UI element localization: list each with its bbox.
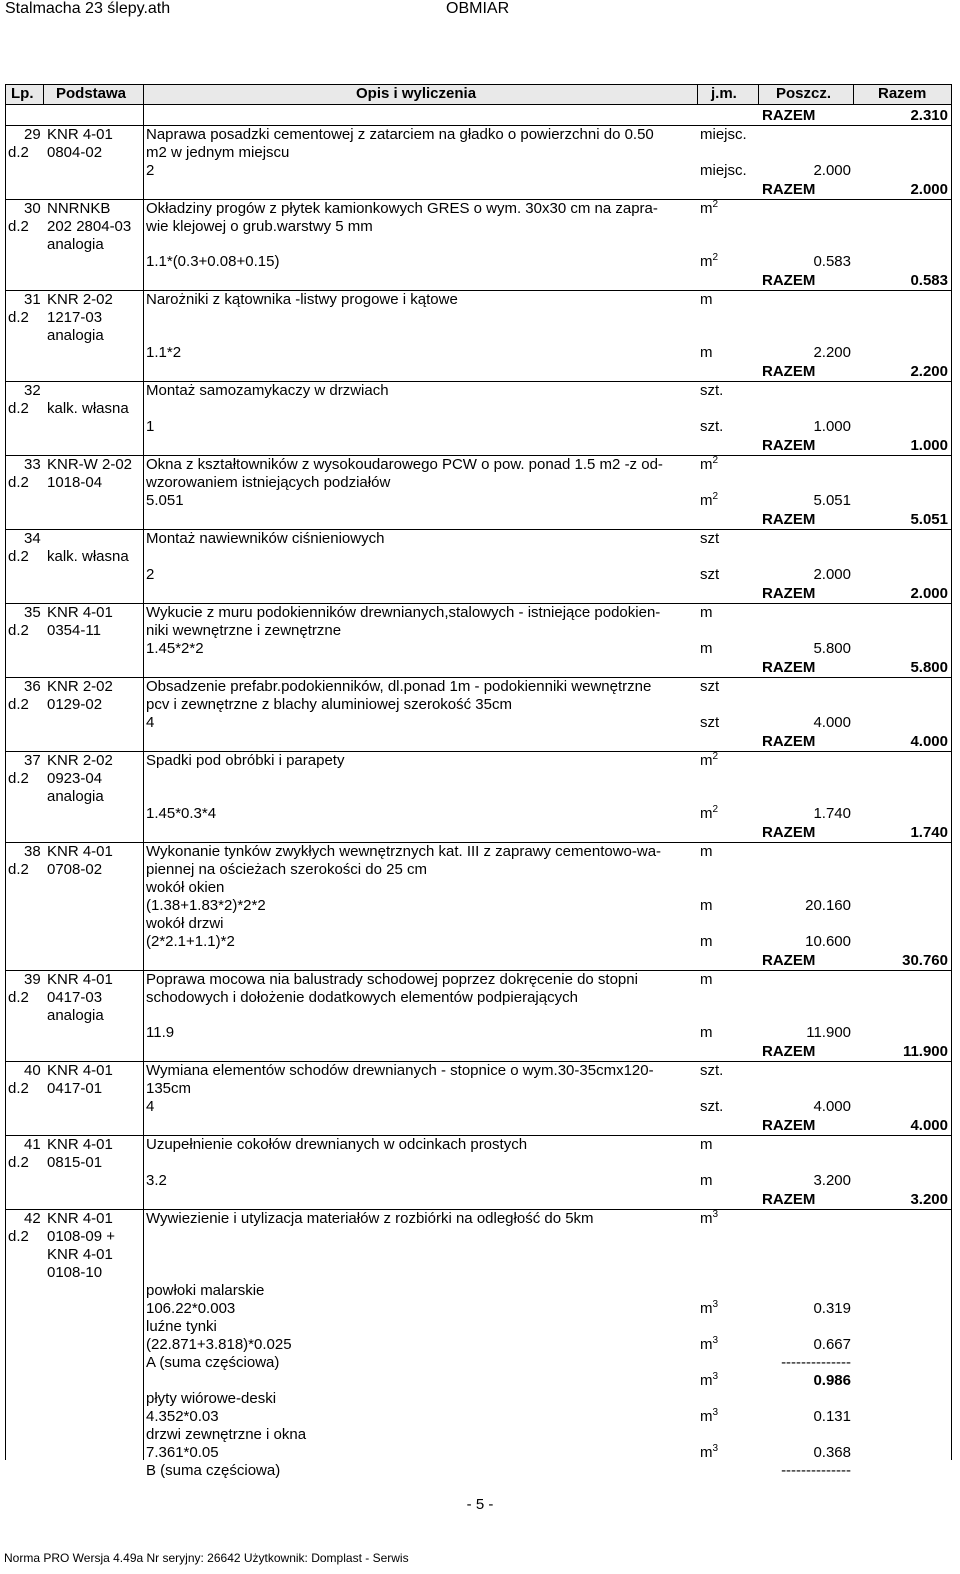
item-sub: d.2 <box>8 622 29 639</box>
calc-expression: 2 <box>146 162 155 179</box>
item-sub: d.2 <box>8 309 29 326</box>
calc-expression: 7.361*0.05 <box>146 1444 219 1461</box>
calc-value: 1.740 <box>813 805 851 822</box>
unit: m <box>700 1024 713 1041</box>
item-base: 1018-04 <box>47 474 103 491</box>
calc-expression: 1.1*(0.3+0.08+0.15) <box>146 253 280 270</box>
calc-note: płyty wiórowe-deski <box>146 1390 277 1407</box>
item-number: 37 <box>24 752 41 769</box>
item-sub: d.2 <box>8 400 29 417</box>
razem-total: 2.200 <box>910 363 948 380</box>
unit: m <box>700 933 713 950</box>
item-base: 0108-10 <box>47 1264 103 1281</box>
unit: miejsc. <box>700 162 747 179</box>
item-sub: d.2 <box>8 861 29 878</box>
item-description: Wymiana elementów schodów drewnianych - stopnice o wym.30-35cmx120- <box>146 1062 654 1079</box>
calc-expression: 106.22*0.003 <box>146 1300 236 1317</box>
calc-value: 0.986 <box>813 1372 851 1389</box>
item-description: Wykucie z muru podokienników drewnianych,stalowych - istniejące podokien- <box>146 604 661 621</box>
item-base: 0108-09 + <box>47 1228 115 1245</box>
unit: szt <box>700 530 720 547</box>
col-base: Podstawa <box>56 85 127 102</box>
item-base: KNR 2-02 <box>47 291 113 308</box>
razem-total: 2.000 <box>910 181 948 198</box>
razem-label: RAZEM <box>762 1043 816 1060</box>
razem-total: 5.800 <box>910 659 948 676</box>
item-description: Obsadzenie prefabr.podokienników, dl.ponad 1m - podokienniki wewnętrzne <box>146 678 652 695</box>
item-base: 0417-03 <box>47 989 103 1006</box>
item-description: piennej na ościeżach szerokości do 25 cm <box>146 861 427 878</box>
item-sub: d.2 <box>8 1154 29 1171</box>
calc-note: powłoki malarskie <box>146 1282 265 1299</box>
unit: m <box>700 843 713 860</box>
item-sub: d.2 <box>8 989 29 1006</box>
row-divider <box>5 84 952 85</box>
file-name: Stalmacha 23 ślepy.ath <box>5 0 171 17</box>
calc-value: 11.900 <box>806 1024 851 1041</box>
col-sep <box>697 84 698 104</box>
item-base: KNR-W 2-02 <box>47 456 133 473</box>
calc-value: 0.667 <box>813 1336 851 1353</box>
item-sub: d.2 <box>8 548 29 565</box>
item-number: 29 <box>24 126 41 143</box>
calc-expression: (1.38+1.83*2)*2*2 <box>146 897 266 914</box>
calc-value: 4.000 <box>813 714 851 731</box>
item-description: Okładziny progów z płytek kamionkowych GRES o wym. 30x30 cm na zapra- <box>146 200 658 217</box>
item-base: KNR 2-02 <box>47 678 113 695</box>
calc-expression: 4 <box>146 1098 155 1115</box>
item-base: 0815-01 <box>47 1154 103 1171</box>
calc-value: 1.000 <box>813 418 851 435</box>
unit: $m^3$ <box>700 1209 719 1227</box>
item-number: 42 <box>24 1210 41 1227</box>
item-number: 38 <box>24 843 41 860</box>
calc-note: wokół drzwi <box>146 915 224 932</box>
unit: $m^3$ <box>700 1407 719 1425</box>
item-base: 0804-02 <box>47 144 103 161</box>
unit: miejsc. <box>700 126 747 143</box>
razem-total: 2.310 <box>910 107 948 124</box>
razem-total: 1.000 <box>910 437 948 454</box>
row-divider <box>5 104 952 105</box>
item-description: Okna z kształtowników z wysokoudarowego PCW o pow. ponad 1.5 m2 -z od- <box>146 456 663 473</box>
razem-label: RAZEM <box>762 363 816 380</box>
calc-expression: (2*2.1+1.1)*2 <box>146 933 235 950</box>
calc-expression: 1.1*2 <box>146 344 182 361</box>
item-base: 0354-11 <box>47 622 101 639</box>
calc-value: 4.000 <box>813 1098 851 1115</box>
razem-label: RAZEM <box>762 733 816 750</box>
item-description: m2 w jednym miejscu <box>146 144 290 161</box>
item-description: Wykonanie tynków zwykłych wewnętrznych kat. III z zaprawy cementowo-wa- <box>146 843 662 860</box>
item-base: KNR 4-01 <box>47 1062 113 1079</box>
item-base: 1217-03 <box>47 309 103 326</box>
razem-total: 4.000 <box>910 1117 948 1134</box>
unit: $m^2$ <box>700 491 719 509</box>
razem-total: 0.583 <box>910 272 948 289</box>
item-description: 135cm <box>146 1080 192 1097</box>
calc-expression: 1.45*2*2 <box>146 640 204 657</box>
calc-expression: 4 <box>146 714 155 731</box>
unit: szt. <box>700 1098 724 1115</box>
item-description: Montaż nawiewników ciśnieniowych <box>146 530 385 547</box>
calc-note: wokół okien <box>146 879 225 896</box>
item-description: wzorowaniem istniejących podziałów <box>146 474 391 491</box>
razem-label: RAZEM <box>762 107 816 124</box>
unit: szt. <box>700 418 724 435</box>
item-sub: d.2 <box>8 144 29 161</box>
item-description: Wywiezienie i utylizacja materiałów z rozbiórki na odległość do 5km <box>146 1210 594 1227</box>
unit: szt <box>700 678 720 695</box>
razem-total: 11.900 <box>902 1043 948 1060</box>
item-base: 0417-01 <box>47 1080 103 1097</box>
calc-expression: 1 <box>146 418 155 435</box>
unit: $m^2$ <box>700 804 719 822</box>
footer-info: Norma PRO Wersja 4.49a Nr seryjny: 26642 Użytkownik: Domplast - Serwis <box>4 1551 409 1565</box>
item-description: Poprawa mocowa nia balustrady schodowej poprzez dokręcenie do stopni <box>146 971 638 988</box>
item-base: analogia <box>47 788 104 805</box>
razem-label: RAZEM <box>762 511 816 528</box>
calc-value: 3.200 <box>813 1172 851 1189</box>
unit: m <box>700 971 713 988</box>
calc-value: 2.000 <box>813 566 851 583</box>
item-description: wie klejowej o grub.warstwy 5 mm <box>146 218 373 235</box>
unit: m <box>700 1172 713 1189</box>
item-number: 39 <box>24 971 41 988</box>
razem-label: RAZEM <box>762 659 816 676</box>
razem-total: 5.051 <box>910 511 948 528</box>
razem-label: RAZEM <box>762 585 816 602</box>
razem-label: RAZEM <box>762 1117 816 1134</box>
item-sub: d.2 <box>8 1228 29 1245</box>
item-description: niki wewnętrzne i zewnętrzne <box>146 622 342 639</box>
subtotal-separator: -------------- <box>781 1462 851 1479</box>
item-base: KNR 4-01 <box>47 1246 113 1263</box>
razem-total: 2.000 <box>910 585 948 602</box>
item-description: Narożniki z kątownika -listwy progowe i kątowe <box>146 291 458 308</box>
unit: m <box>700 604 713 621</box>
unit: szt. <box>700 382 724 399</box>
calc-value: 0.131 <box>813 1408 851 1425</box>
razem-total: 30.760 <box>902 952 948 969</box>
unit: m <box>700 897 713 914</box>
item-base: KNR 2-02 <box>47 752 113 769</box>
calc-note: B (suma częściowa) <box>146 1462 281 1479</box>
item-base: KNR 4-01 <box>47 971 113 988</box>
razem-label: RAZEM <box>762 952 816 969</box>
calc-expression: 5.051 <box>146 492 184 509</box>
calc-value: 5.800 <box>813 640 851 657</box>
item-description: Uzupełnienie cokołów drewnianych w odcinkach prostych <box>146 1136 528 1153</box>
razem-label: RAZEM <box>762 437 816 454</box>
unit: $m^2$ <box>700 751 719 769</box>
unit: m <box>700 344 713 361</box>
item-base: analogia <box>47 1007 104 1024</box>
razem-total: 1.740 <box>910 824 948 841</box>
item-sub: d.2 <box>8 474 29 491</box>
calc-note: luźne tynki <box>146 1318 217 1335</box>
item-base: KNR 4-01 <box>47 843 113 860</box>
razem-label: RAZEM <box>762 272 816 289</box>
item-description: pcv i zewnętrzne z blachy aluminiowej szerokość 35cm <box>146 696 512 713</box>
item-number: 41 <box>24 1136 41 1153</box>
item-base: KNR 4-01 <box>47 126 113 143</box>
item-number: 30 <box>24 200 41 217</box>
item-sub: d.2 <box>8 696 29 713</box>
calc-value: 5.051 <box>813 492 851 509</box>
unit: $m^3$ <box>700 1371 719 1389</box>
unit: $m^2$ <box>700 455 719 473</box>
razem-label: RAZEM <box>762 181 816 198</box>
unit: m <box>700 1136 713 1153</box>
unit: szt. <box>700 1062 724 1079</box>
item-base: kalk. własna <box>47 400 129 417</box>
col-total: Razem <box>878 85 927 102</box>
item-number: 36 <box>24 678 41 695</box>
item-number: 35 <box>24 604 41 621</box>
unit: $m^2$ <box>700 252 719 270</box>
calc-value: 20.160 <box>805 897 851 914</box>
unit: $m^2$ <box>700 199 719 217</box>
item-description: Naprawa posadzki cementowej z zatarciem na gładko o powierzchni do 0.50 <box>146 126 654 143</box>
razem-label: RAZEM <box>762 824 816 841</box>
item-base: 0129-02 <box>47 696 103 713</box>
calc-expression: 2 <box>146 566 155 583</box>
razem-total: 4.000 <box>910 733 948 750</box>
unit: szt <box>700 714 720 731</box>
item-base: 202 2804-03 <box>47 218 132 235</box>
item-description: Spadki pod obróbki i parapety <box>146 752 345 769</box>
item-base: analogia <box>47 327 104 344</box>
calc-value: 0.368 <box>813 1444 851 1461</box>
calc-expression: (22.871+3.818)*0.025 <box>146 1336 292 1353</box>
item-base: KNR 4-01 <box>47 1210 113 1227</box>
item-number: 31 <box>24 291 41 308</box>
calc-value: 2.000 <box>813 162 851 179</box>
razem-total: 3.200 <box>910 1191 948 1208</box>
calc-expression: 1.45*0.3*4 <box>146 805 217 822</box>
item-base: KNR 4-01 <box>47 604 113 621</box>
subtotal-separator: -------------- <box>781 1354 851 1371</box>
item-number: 33 <box>24 456 41 473</box>
col-lp: Lp. <box>11 85 34 102</box>
unit: m <box>700 291 713 308</box>
item-description: schodowych i dołożenie dodatkowych elementów podpierających <box>146 989 578 1006</box>
calc-note: drzwi zewnętrzne i okna <box>146 1426 307 1443</box>
item-description: Montaż samozamykaczy w drzwiach <box>146 382 389 399</box>
item-sub: d.2 <box>8 1080 29 1097</box>
col-desc: Opis i wyliczenia <box>356 85 477 102</box>
item-base: 0923-04 <box>47 770 103 787</box>
unit: $m^3$ <box>700 1299 719 1317</box>
calc-expression: 4.352*0.03 <box>146 1408 219 1425</box>
item-sub: d.2 <box>8 770 29 787</box>
calc-value: 0.319 <box>813 1300 851 1317</box>
col-sep <box>758 84 759 104</box>
calc-note: A (suma częściowa) <box>146 1354 280 1371</box>
item-sub: d.2 <box>8 218 29 235</box>
item-number: 34 <box>24 530 41 547</box>
unit: szt <box>700 566 720 583</box>
item-base: analogia <box>47 236 104 253</box>
calc-expression: 3.2 <box>146 1172 167 1189</box>
unit: $m^3$ <box>700 1335 719 1353</box>
calc-value: 2.200 <box>813 344 851 361</box>
calc-value: 0.583 <box>813 253 851 270</box>
item-base: NNRNKB <box>47 200 111 217</box>
document-title: OBMIAR <box>446 0 510 17</box>
col-sep <box>43 84 44 104</box>
razem-label: RAZEM <box>762 1191 816 1208</box>
page-number: - 5 - <box>466 1496 494 1513</box>
item-number: 32 <box>24 382 41 399</box>
col-unit: j.m. <box>711 85 737 102</box>
unit: m <box>700 640 713 657</box>
item-base: KNR 4-01 <box>47 1136 113 1153</box>
calc-value: 10.600 <box>805 933 851 950</box>
col-sep <box>853 84 854 104</box>
item-base: kalk. własna <box>47 548 129 565</box>
calc-expression: 11.9 <box>146 1024 175 1041</box>
col-detail: Poszcz. <box>776 85 832 102</box>
item-number: 40 <box>24 1062 41 1079</box>
item-base: 0708-02 <box>47 861 103 878</box>
unit: $m^3$ <box>700 1443 719 1461</box>
